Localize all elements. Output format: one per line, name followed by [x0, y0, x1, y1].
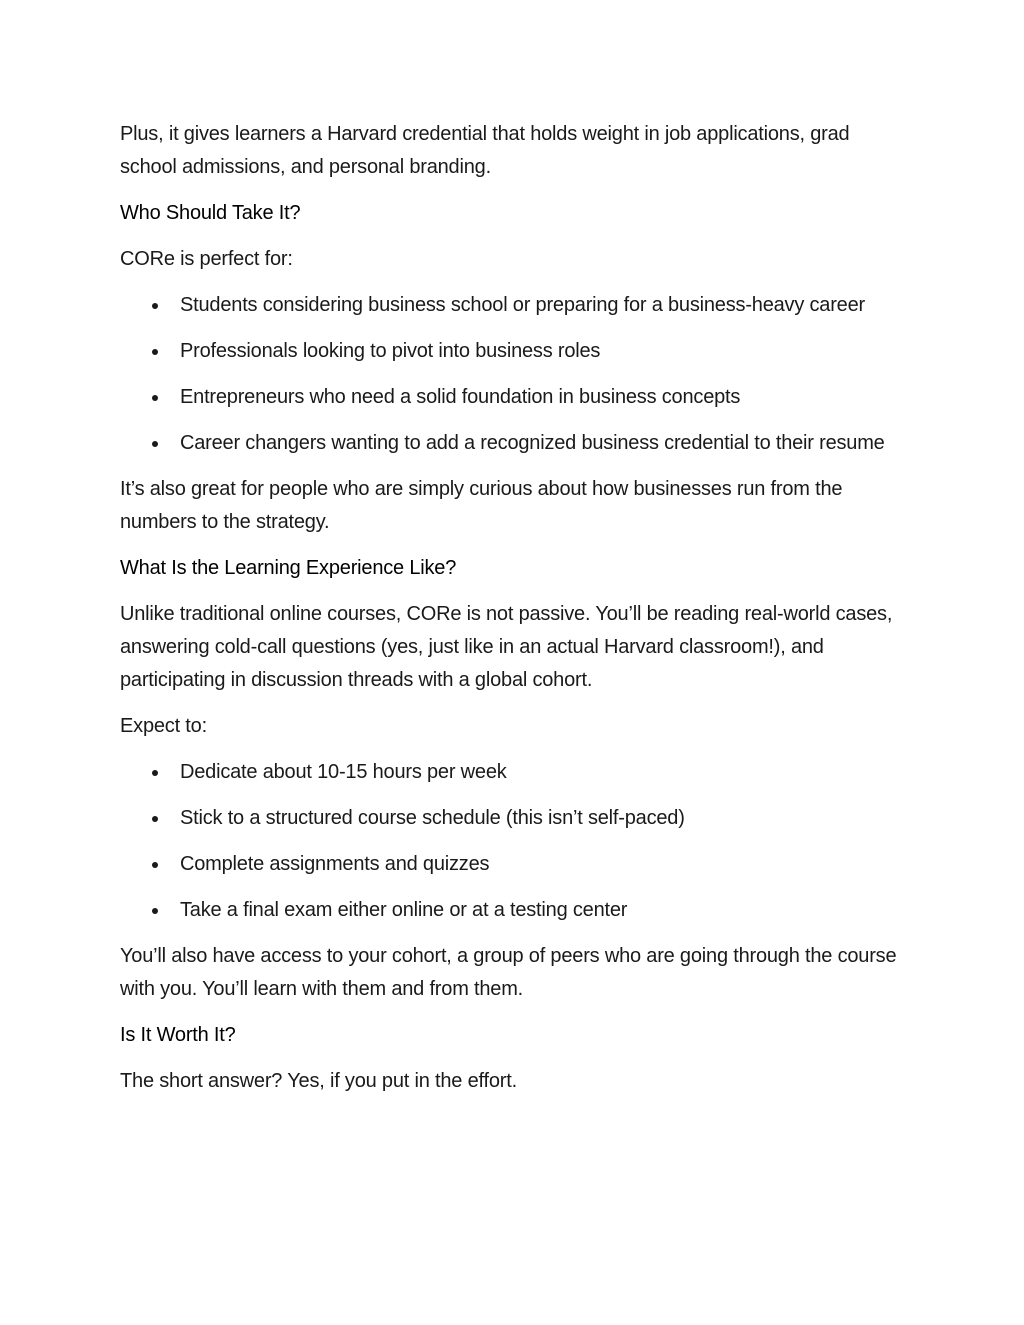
- intro-paragraph: Plus, it gives learners a Harvard credential that holds weight in job applications, grad school admissions, and personal branding.: [120, 123, 850, 178]
- bullet-icon: [152, 770, 158, 776]
- list-item: [120, 756, 910, 789]
- list-item-text: Entrepreneurs who need a solid foundation in business concepts: [180, 386, 741, 408]
- heading-who-should-take-it: Who Should Take It?: [120, 202, 301, 224]
- bullet-icon: [152, 441, 158, 447]
- heading-learning-experience: What Is the Learning Experience Like?: [120, 557, 457, 579]
- unlike-paragraph: Unlike traditional online courses, CORe is not passive. You’ll be reading real-world cases, answering cold-call questions (yes, just like in an actual Harvard classroom!), and participating in discussion threads with a global cohort.: [120, 603, 893, 691]
- cohort-paragraph: You’ll also have access to your cohort, a group of peers who are going through the course with you. You’ll learn with them and from them.: [120, 945, 897, 1000]
- core-perfect-for-paragraph: CORe is perfect for:: [120, 248, 293, 270]
- list-item-text: Students considering business school or preparing for a business-heavy career: [180, 294, 865, 316]
- expect-to-paragraph: Expect to:: [120, 715, 207, 737]
- list-item-text: Take a final exam either online or at a testing center: [180, 899, 628, 921]
- list-item: [120, 335, 910, 368]
- bullet-icon: [152, 908, 158, 914]
- list-item-text: Complete assignments and quizzes: [180, 853, 490, 875]
- list-item: [120, 381, 910, 414]
- list-item: [120, 427, 910, 460]
- short-answer-paragraph: The short answer? Yes, if you put in the effort.: [120, 1070, 517, 1092]
- list-item: [120, 802, 910, 835]
- list-item-text: Dedicate about 10-15 hours per week: [180, 761, 507, 783]
- list-item-text: Career changers wanting to add a recognized business credential to their resume: [180, 432, 885, 454]
- list-item-text: Stick to a structured course schedule (this isn’t self-paced): [180, 807, 685, 829]
- who-bullet-list: [120, 289, 910, 460]
- list-item: [120, 848, 910, 881]
- bullet-icon: [152, 349, 158, 355]
- list-item: [120, 894, 910, 927]
- bullet-icon: [152, 303, 158, 309]
- bullet-icon: [152, 395, 158, 401]
- bullet-icon: [152, 862, 158, 868]
- expect-bullet-list: [120, 756, 910, 927]
- heading-is-it-worth-it: Is It Worth It?: [120, 1024, 236, 1046]
- curious-paragraph: It’s also great for people who are simply curious about how businesses run from the numbers to the strategy.: [120, 478, 843, 533]
- list-item: [120, 289, 910, 322]
- document-page: [120, 118, 910, 1111]
- list-item-text: Professionals looking to pivot into business roles: [180, 340, 601, 362]
- bullet-icon: [152, 816, 158, 822]
